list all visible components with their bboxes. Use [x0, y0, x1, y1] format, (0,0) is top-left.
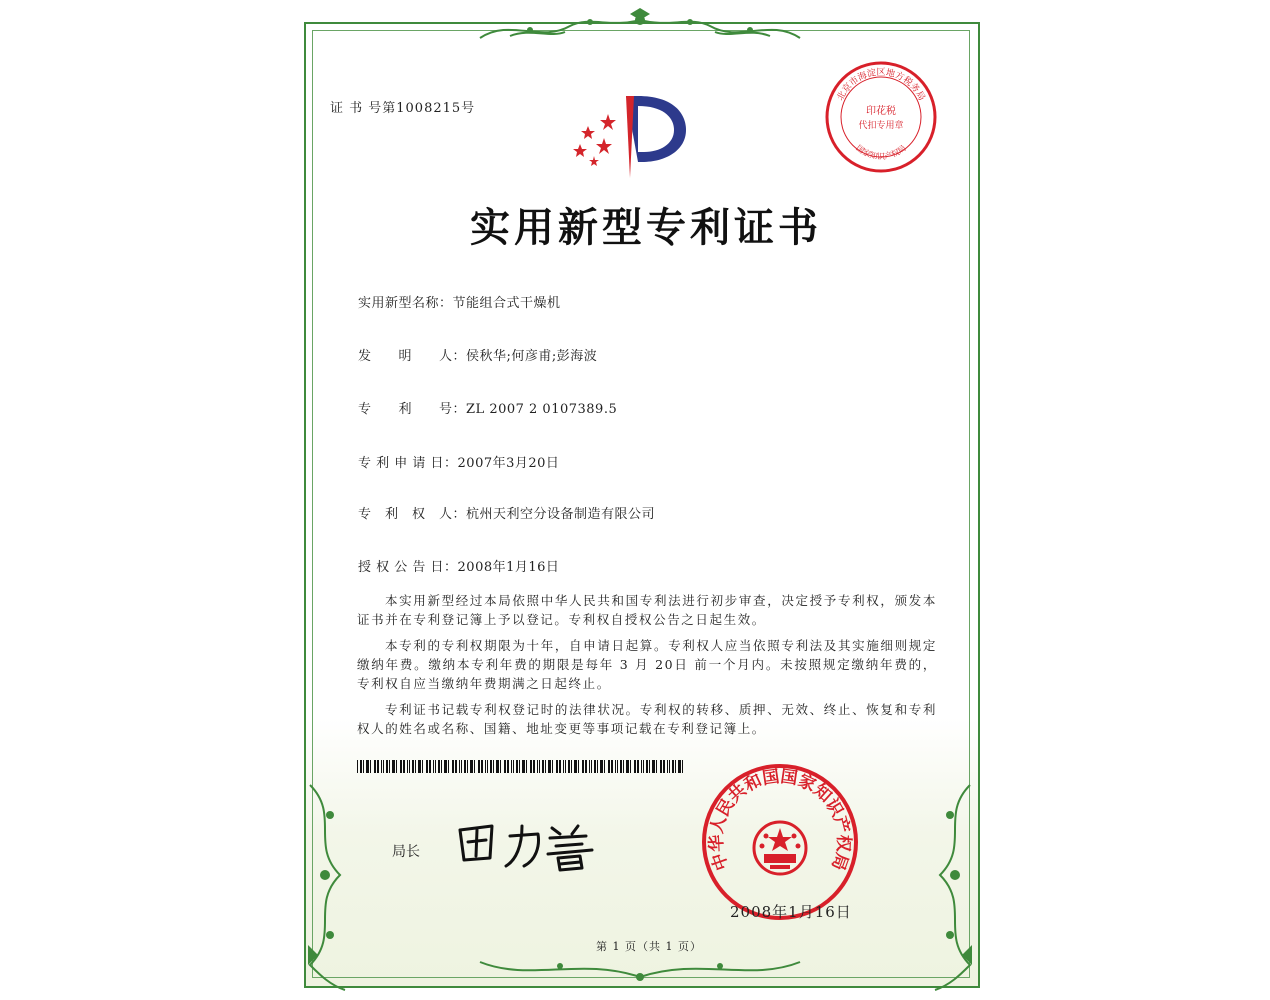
barcode-stripe	[539, 760, 540, 773]
barcode-stripe	[615, 760, 616, 773]
barcode-stripe	[441, 760, 442, 773]
field-value: ZL 2007 2 0107389.5	[466, 402, 618, 417]
barcode-stripe	[641, 760, 642, 773]
barcode-stripe	[493, 760, 494, 773]
barcode-stripe	[490, 760, 492, 773]
barcode-stripe	[496, 760, 499, 773]
barcode-stripe	[516, 760, 518, 773]
barcode-stripe	[589, 760, 590, 773]
barcode-stripe	[403, 760, 405, 773]
barcode-stripe	[470, 760, 473, 773]
barcode-stripe	[513, 760, 514, 773]
barcode-stripe	[682, 760, 683, 773]
barcode-stripe	[474, 760, 475, 773]
tax-seal-bottom-text: 国家知识产权局	[854, 143, 908, 161]
barcode-stripe	[646, 760, 648, 773]
barcode-stripe	[604, 760, 605, 773]
barcode-stripe	[435, 760, 436, 773]
field-application-date	[358, 452, 559, 471]
barcode-stripe	[433, 760, 434, 773]
barcode-stripe	[448, 760, 449, 773]
barcode-stripe	[591, 760, 592, 773]
field-value: 侯秋华;何彦甫;彭海波	[466, 349, 598, 364]
barcode-stripe	[438, 760, 440, 773]
field-value: 2007年3月20日	[457, 456, 560, 471]
top-ornament	[470, 8, 810, 48]
barcode-stripe	[643, 760, 644, 773]
barcode-stripe	[667, 760, 668, 773]
barcode	[357, 760, 685, 773]
barcode-stripe	[563, 760, 564, 773]
barcode-stripe	[522, 760, 525, 773]
tax-seal-center-line1: 印花税	[866, 106, 896, 117]
director-label: 局长	[392, 844, 420, 860]
official-seal	[700, 762, 860, 922]
barcode-stripe	[526, 760, 527, 773]
barcode-stripe	[656, 760, 657, 773]
barcode-stripe	[418, 760, 421, 773]
barcode-stripe	[422, 760, 423, 773]
barcode-stripe	[444, 760, 447, 773]
tax-seal-center-line2: 代扣专用章	[858, 121, 904, 131]
barcode-stripe	[597, 760, 598, 773]
field-value: 2008年1月16日	[457, 560, 560, 575]
page-indicator: 第 1 页（共 1 页）	[596, 940, 702, 953]
barcode-stripe	[568, 760, 570, 773]
barcode-stripe	[409, 760, 410, 773]
paragraph-legal-status: 专利证书记载专利权登记时的法律状况。专利权的转移、质押、无效、终止、恢复和专利权人的姓名或名称、国籍、地址变更等事项记载在专利登记簿上。	[357, 702, 937, 736]
barcode-stripe	[455, 760, 457, 773]
field-label: 发 明 人：	[358, 349, 467, 364]
barcode-stripe	[669, 760, 670, 773]
barcode-stripe	[571, 760, 572, 773]
barcode-stripe	[426, 760, 428, 773]
barcode-stripe	[485, 760, 486, 773]
barcode-stripe	[533, 760, 535, 773]
barcode-stripe	[374, 760, 376, 773]
barcode-stripe	[464, 760, 466, 773]
barcode-stripe	[500, 760, 501, 773]
barcode-stripe	[461, 760, 462, 773]
barcode-stripe	[623, 760, 624, 773]
barcode-stripe	[357, 760, 358, 773]
field-label: 专 利 号：	[358, 402, 467, 417]
field-patent-number	[358, 398, 617, 417]
barcode-stripe	[383, 760, 384, 773]
seal-date: 2008年1月16日	[730, 903, 852, 921]
barcode-stripe	[487, 760, 488, 773]
barcode-stripe	[565, 760, 566, 773]
barcode-stripe	[429, 760, 431, 773]
stamp-duty-seal	[822, 58, 940, 176]
barcode-stripe	[392, 760, 395, 773]
barcode-stripe	[594, 760, 596, 773]
barcode-stripe	[363, 760, 364, 773]
barcode-stripe	[634, 760, 636, 773]
bottom-center-ornament	[470, 952, 810, 988]
bottom-left-ornament	[300, 775, 360, 995]
barcode-stripe	[578, 760, 579, 773]
paragraph-term-and-fees: 本专利的专利权期限为十年，自申请日起算。专利权人应当依照专利法及其实施细则规定缴纳年费。缴纳本专利年费的期限是每年 3 月 20日 前一个月内。未按照规定缴纳年费的，专利权自应当缴纳年费期满之日起终止。	[357, 638, 937, 691]
national-emblem-icon	[754, 822, 806, 874]
field-utility-model-name	[358, 292, 561, 311]
director-signature	[452, 816, 602, 872]
barcode-stripe	[617, 760, 618, 773]
barcode-stripe	[415, 760, 416, 773]
barcode-stripe	[481, 760, 483, 773]
barcode-stripe	[559, 760, 561, 773]
field-label: 专 利 申 请 日：	[358, 456, 458, 471]
barcode-stripe	[360, 760, 362, 773]
barcode-stripe	[626, 760, 629, 773]
barcode-stripe	[556, 760, 558, 773]
barcode-stripe	[652, 760, 655, 773]
barcode-stripe	[608, 760, 610, 773]
patent-office-logo	[568, 92, 692, 180]
barcode-stripe	[585, 760, 587, 773]
barcode-stripe	[600, 760, 603, 773]
barcode-stripe	[407, 760, 408, 773]
barcode-stripe	[537, 760, 538, 773]
field-patentee	[358, 503, 655, 522]
field-label: 授 权 公 告 日：	[358, 560, 458, 575]
barcode-stripe	[396, 760, 397, 773]
barcode-stripe	[649, 760, 650, 773]
barcode-stripe	[660, 760, 662, 773]
barcode-stripe	[548, 760, 551, 773]
svg-text:北京市海淀区地方税务局	[834, 66, 927, 102]
barcode-stripe	[386, 760, 388, 773]
barcode-stripe	[574, 760, 577, 773]
barcode-stripe	[611, 760, 613, 773]
barcode-stripe	[452, 760, 454, 773]
barcode-stripe	[511, 760, 512, 773]
barcode-stripe	[467, 760, 468, 773]
tax-seal-ring-text: 北京市海淀区地方税务局	[835, 68, 927, 103]
barcode-stripe	[519, 760, 520, 773]
barcode-stripe	[530, 760, 532, 773]
barcode-stripe	[400, 760, 402, 773]
barcode-stripe	[381, 760, 382, 773]
field-label: 专 利 权 人：	[358, 507, 467, 522]
barcode-stripe	[478, 760, 480, 773]
field-label: 实用新型名称：	[358, 296, 453, 311]
barcode-stripe	[545, 760, 546, 773]
barcode-stripe	[370, 760, 371, 773]
barcode-stripe	[637, 760, 639, 773]
barcode-stripe	[459, 760, 460, 773]
field-value: 杭州天利空分设备制造有限公司	[466, 507, 656, 522]
certificate-number: 证 书 号第1008215号	[330, 101, 476, 116]
bottom-right-ornament	[920, 775, 980, 995]
barcode-stripe	[507, 760, 509, 773]
paragraph-examination: 本实用新型经过本局依照中华人民共和国专利法进行初步审查，决定授予专利权，颁发本证书并在专利登记簿上予以登记。专利权自授权公告之日起生效。	[357, 593, 937, 627]
barcode-stripe	[630, 760, 631, 773]
barcode-stripe	[678, 760, 681, 773]
field-grant-announcement-date	[358, 556, 559, 575]
field-inventors	[358, 345, 597, 364]
barcode-stripe	[377, 760, 379, 773]
barcode-stripe	[504, 760, 506, 773]
barcode-stripe	[389, 760, 390, 773]
barcode-stripe	[552, 760, 553, 773]
barcode-stripe	[672, 760, 674, 773]
svg-text:国家知识产权局	[854, 143, 908, 161]
barcode-stripe	[582, 760, 584, 773]
barcode-stripe	[412, 760, 414, 773]
barcode-stripe	[620, 760, 622, 773]
barcode-stripe	[663, 760, 665, 773]
certificate-title: 实用新型专利证书	[470, 204, 822, 251]
field-value: 节能组合式干燥机	[452, 296, 561, 311]
barcode-stripe	[366, 760, 369, 773]
barcode-stripe	[542, 760, 544, 773]
barcode-stripe	[675, 760, 676, 773]
official-seal-text: 中华人民共和国国家知识产权局	[706, 766, 854, 873]
